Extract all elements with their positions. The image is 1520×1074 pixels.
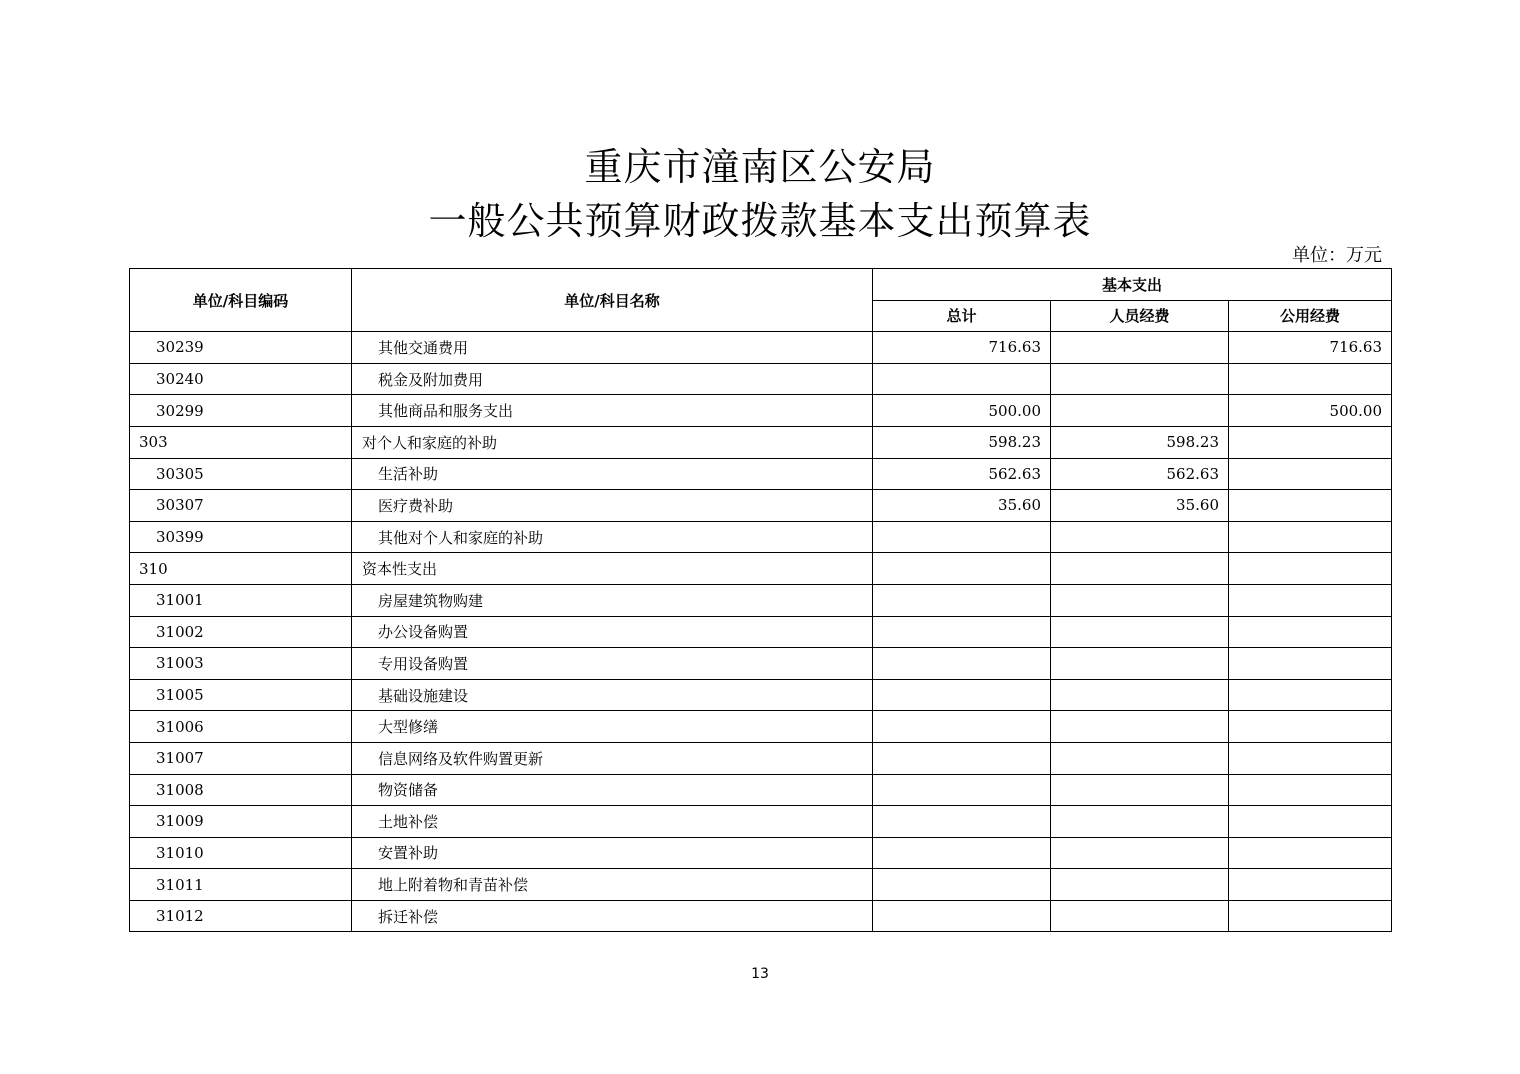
cell-code: 30240: [130, 363, 352, 395]
unit-label: 单位：万元: [1292, 245, 1382, 266]
cell-code: 31002: [130, 616, 352, 648]
table-row: [130, 395, 1392, 427]
cell-total: 716.63: [873, 332, 1051, 364]
cell-personnel: [1051, 616, 1229, 648]
cell-total: 598.23: [873, 426, 1051, 458]
cell-public: [1229, 869, 1392, 901]
cell-name: 拆迁补偿: [352, 900, 873, 932]
cell-total: [873, 742, 1051, 774]
cell-total: [873, 648, 1051, 680]
table-body: [130, 332, 1392, 932]
cell-name: 办公设备购置: [352, 616, 873, 648]
cell-name: 基础设施建设: [352, 679, 873, 711]
cell-public: [1229, 553, 1392, 585]
cell-personnel: [1051, 806, 1229, 838]
page-title-line2: 一般公共预算财政拨款基本支出预算表: [428, 199, 1092, 243]
cell-code: 30399: [130, 521, 352, 553]
cell-total: [873, 616, 1051, 648]
cell-name: 其他交通费用: [352, 332, 873, 364]
cell-public: [1229, 426, 1392, 458]
cell-total: [873, 806, 1051, 838]
cell-total: [873, 711, 1051, 743]
table-row: [130, 584, 1392, 616]
cell-total: [873, 900, 1051, 932]
table-row: [130, 521, 1392, 553]
cell-personnel: [1051, 711, 1229, 743]
table-row: [130, 711, 1392, 743]
cell-personnel: [1051, 774, 1229, 806]
cell-name: 房屋建筑物购建: [352, 584, 873, 616]
cell-total: [873, 363, 1051, 395]
cell-code: 310: [130, 553, 352, 585]
cell-name: 物资储备: [352, 774, 873, 806]
table-row: [130, 363, 1392, 395]
cell-name: 专用设备购置: [352, 648, 873, 680]
cell-name: 地上附着物和青苗补偿: [352, 869, 873, 901]
cell-total: 35.60: [873, 490, 1051, 522]
table-row: [130, 806, 1392, 838]
page-title-line1: 重庆市潼南区公安局: [584, 145, 936, 189]
cell-code: 31006: [130, 711, 352, 743]
cell-code: 31011: [130, 869, 352, 901]
cell-personnel: [1051, 553, 1229, 585]
table-row: [130, 332, 1392, 364]
cell-total: [873, 553, 1051, 585]
cell-public: [1229, 616, 1392, 648]
table-row: [130, 869, 1392, 901]
table-row: [130, 490, 1392, 522]
cell-code: 31010: [130, 837, 352, 869]
cell-name: 土地补偿: [352, 806, 873, 838]
cell-personnel: [1051, 837, 1229, 869]
cell-public: [1229, 900, 1392, 932]
cell-name: 其他对个人和家庭的补助: [352, 521, 873, 553]
header-code: 单位/科目编码: [130, 269, 352, 332]
header-total: 总计: [873, 300, 1051, 332]
cell-public: 716.63: [1229, 332, 1392, 364]
header-name: 单位/科目名称: [352, 269, 873, 332]
cell-public: [1229, 648, 1392, 680]
page-number: 13: [751, 966, 769, 982]
cell-code: 303: [130, 426, 352, 458]
cell-personnel: 35.60: [1051, 490, 1229, 522]
table-row: [130, 648, 1392, 680]
cell-public: [1229, 584, 1392, 616]
cell-public: [1229, 711, 1392, 743]
cell-public: [1229, 837, 1392, 869]
cell-personnel: [1051, 679, 1229, 711]
cell-code: 31008: [130, 774, 352, 806]
cell-code: 31003: [130, 648, 352, 680]
cell-total: [873, 521, 1051, 553]
cell-name: 资本性支出: [352, 553, 873, 585]
cell-name: 信息网络及软件购置更新: [352, 742, 873, 774]
cell-public: [1229, 363, 1392, 395]
table-row: [130, 774, 1392, 806]
cell-code: 31001: [130, 584, 352, 616]
cell-personnel: [1051, 332, 1229, 364]
cell-name: 生活补助: [352, 458, 873, 490]
cell-name: 大型修缮: [352, 711, 873, 743]
cell-code: 30307: [130, 490, 352, 522]
cell-personnel: [1051, 742, 1229, 774]
cell-code: 30305: [130, 458, 352, 490]
cell-code: 31005: [130, 679, 352, 711]
cell-public: [1229, 742, 1392, 774]
cell-name: 医疗费补助: [352, 490, 873, 522]
cell-total: [873, 774, 1051, 806]
table-row: [130, 426, 1392, 458]
cell-personnel: [1051, 648, 1229, 680]
cell-public: [1229, 806, 1392, 838]
cell-total: [873, 584, 1051, 616]
cell-code: 31009: [130, 806, 352, 838]
cell-public: [1229, 490, 1392, 522]
table-row: [130, 742, 1392, 774]
cell-name: 对个人和家庭的补助: [352, 426, 873, 458]
cell-personnel: 598.23: [1051, 426, 1229, 458]
cell-public: 500.00: [1229, 395, 1392, 427]
table-row: [130, 616, 1392, 648]
cell-total: [873, 679, 1051, 711]
cell-name: 税金及附加费用: [352, 363, 873, 395]
budget-table: [129, 268, 1392, 932]
cell-public: [1229, 679, 1392, 711]
cell-code: 31012: [130, 900, 352, 932]
cell-personnel: [1051, 395, 1229, 427]
cell-personnel: [1051, 584, 1229, 616]
cell-personnel: [1051, 521, 1229, 553]
header-basic-expenditure: 基本支出: [873, 269, 1392, 301]
cell-personnel: 562.63: [1051, 458, 1229, 490]
table-row: [130, 900, 1392, 932]
cell-total: 562.63: [873, 458, 1051, 490]
cell-code: 30299: [130, 395, 352, 427]
cell-public: [1229, 458, 1392, 490]
table-row: [130, 837, 1392, 869]
table-row: [130, 458, 1392, 490]
header-public: 公用经费: [1229, 300, 1392, 332]
cell-total: [873, 869, 1051, 901]
header-personnel: 人员经费: [1051, 300, 1229, 332]
table-row: [130, 679, 1392, 711]
cell-public: [1229, 774, 1392, 806]
cell-personnel: [1051, 869, 1229, 901]
cell-total: [873, 837, 1051, 869]
cell-name: 其他商品和服务支出: [352, 395, 873, 427]
cell-code: 31007: [130, 742, 352, 774]
cell-total: 500.00: [873, 395, 1051, 427]
cell-name: 安置补助: [352, 837, 873, 869]
table-row: [130, 553, 1392, 585]
cell-personnel: [1051, 363, 1229, 395]
cell-personnel: [1051, 900, 1229, 932]
cell-public: [1229, 521, 1392, 553]
cell-code: 30239: [130, 332, 352, 364]
